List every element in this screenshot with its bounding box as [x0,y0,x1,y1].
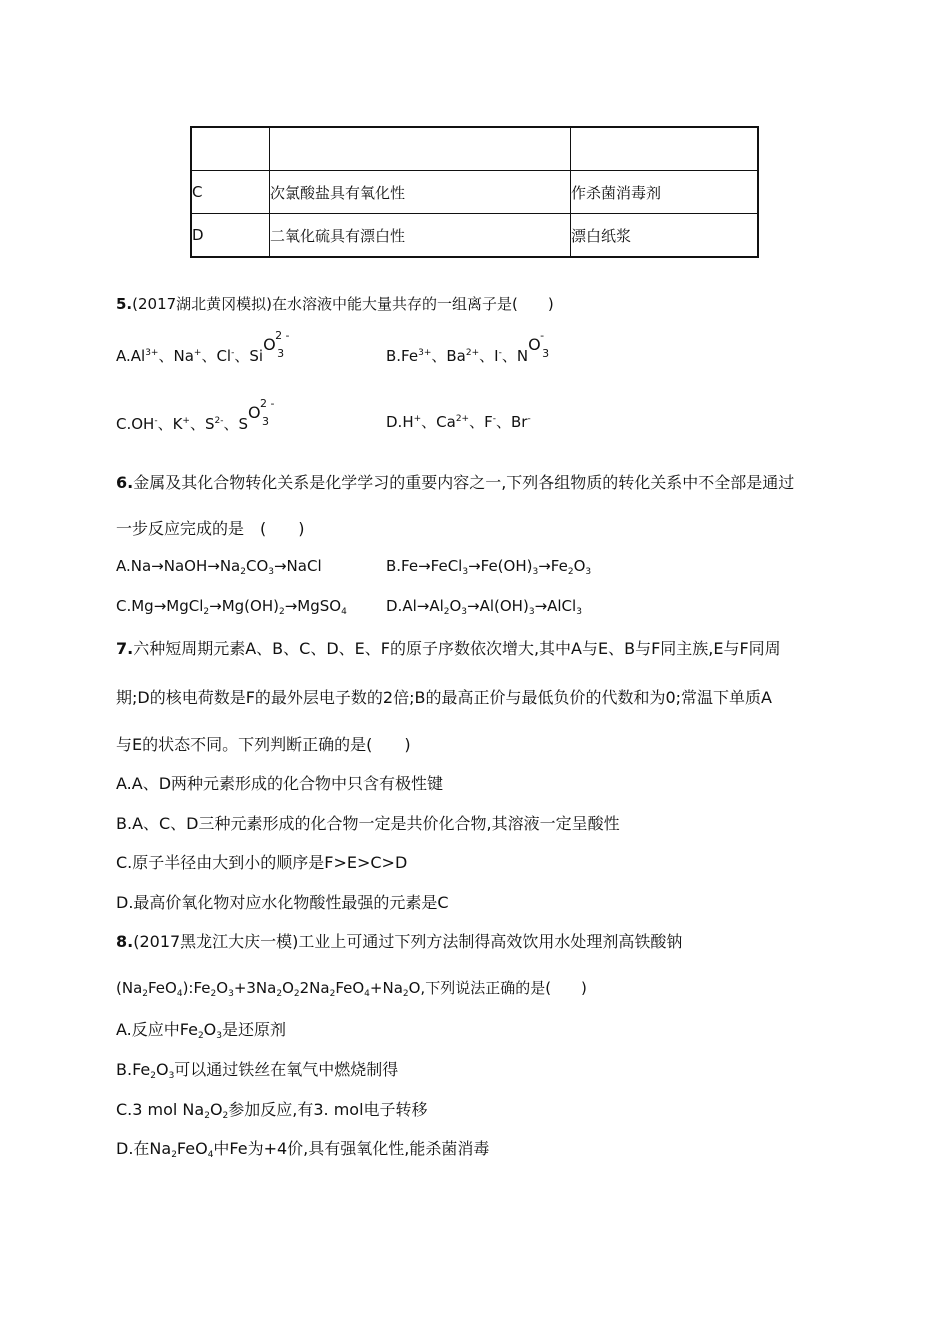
q6-option-a: $A.Na\to NaOH\to Na_2CO_3\to NaCl$ [116,557,322,577]
table-cell-property: 二氧化硫具有漂白性 [270,214,571,258]
question-text: (2017湖北黄冈模拟)在水溶液中能大量共存的一组离子是( ) [132,295,554,313]
table-cell [270,127,571,171]
q6-stem-line1 [116,470,794,493]
ion-formula: O - 3 [528,329,550,360]
q8-option-a: A.反应中$Fe_2O_3$是还原剂 [116,1020,287,1041]
q5-option-d: D.H+、$Ca^{2+}$、F-、Br- [386,413,531,431]
q7-option-d: D.最高价氧化物对应水化物酸性最强的元素是C [116,893,449,912]
q7-option-c: C.原子半径由大到小的顺序是F>E>C>D [116,853,408,872]
question-number: 8. [116,932,134,951]
table-row [191,127,758,171]
answer-table [190,126,759,258]
q8-option-d: D.在$Na_2FeO_4$中Fe为+4价,具有强氧化性,能杀菌消毒 [116,1139,490,1160]
q5-option-c: C.OH-、K+、$S^{2-}$、S O 2 - 3 [116,397,275,433]
question-number: 5. [116,295,133,313]
ion-formula: O 2 - 3 [263,329,290,360]
q8-stem-line2: $(Na_2FeO_4):Fe_2O_3+3Na_2O_22Na_2FeO_4+Na_2O$,下列说法正确的是( ) [116,979,587,999]
q5-stem [116,293,554,314]
table-cell-property: 次氯酸盐具有氧化性 [270,171,571,214]
table-cell [191,127,270,171]
table-cell [571,127,759,171]
question-text: 金属及其化合物转化关系是化学学习的重要内容之一,下列各组物质的转化关系中不全部是通过 [133,473,795,492]
q8-option-b: $B.Fe_2O_3$可以通过铁丝在氧气中燃烧制得 [116,1060,399,1081]
question-text: 六种短周期元素A、B、C、D、E、F的原子序数依次增大,其中A与E、B与F同主族,E与F同周 [133,639,781,658]
ion-formula: O 2 - 3 [248,397,275,428]
q7-stem-line1 [116,636,781,659]
q8-option-c: C.3 mol $Na_2O_2$参加反应,有3. mol电子转移 [116,1100,428,1121]
table-row [191,214,758,258]
q7-option-b: B.A、C、D三种元素形成的化合物一定是共价化合物,其溶液一定呈酸性 [116,814,620,833]
q6-option-b: $B.Fe\to FeCl_3\to Fe(OH)_3\to Fe_2O_3$ [386,557,592,577]
q6-option-c: $C.Mg\to MgCl_2\to Mg(OH)_2\to MgSO_4$ [116,597,347,617]
q7-stem-line3: 与E的状态不同。下列判断正确的是( ) [116,735,411,754]
q7-stem-line2: 期;D的核电荷数是F的最外层电子数的2倍;B的最高正价与最低负价的代数和为0;常温下单质A [116,688,772,707]
question-number: 7. [116,639,134,658]
question-number: 6. [116,473,134,492]
q6-stem-line2: 一步反应完成的是 ( ) [116,519,305,538]
table-row [191,171,758,214]
table-cell-option: C [191,171,270,214]
q8-stem-line1 [116,929,682,952]
question-text: (2017黑龙江大庆一模)工业上可通过下列方法制得高效饮用水处理剂高铁酸钠 [133,932,683,951]
q7-option-a: A.A、D两种元素形成的化合物中只含有极性键 [116,774,444,793]
q6-option-d: $D.Al\to Al_2O_3\to Al(OH)_3\to AlCl_3$ [386,597,582,617]
q5-option-a: $A.Al^{3+}$、Na+、Cl-、Si O 2 - 3 [116,329,290,365]
table-cell-use: 作杀菌消毒剂 [571,171,759,214]
table-cell-use: 漂白纸浆 [571,214,759,258]
table-cell-option: D [191,214,270,258]
q5-option-b: $B.Fe^{3+}$、$Ba^{2+}$、I-、N O - 3 [386,329,550,365]
